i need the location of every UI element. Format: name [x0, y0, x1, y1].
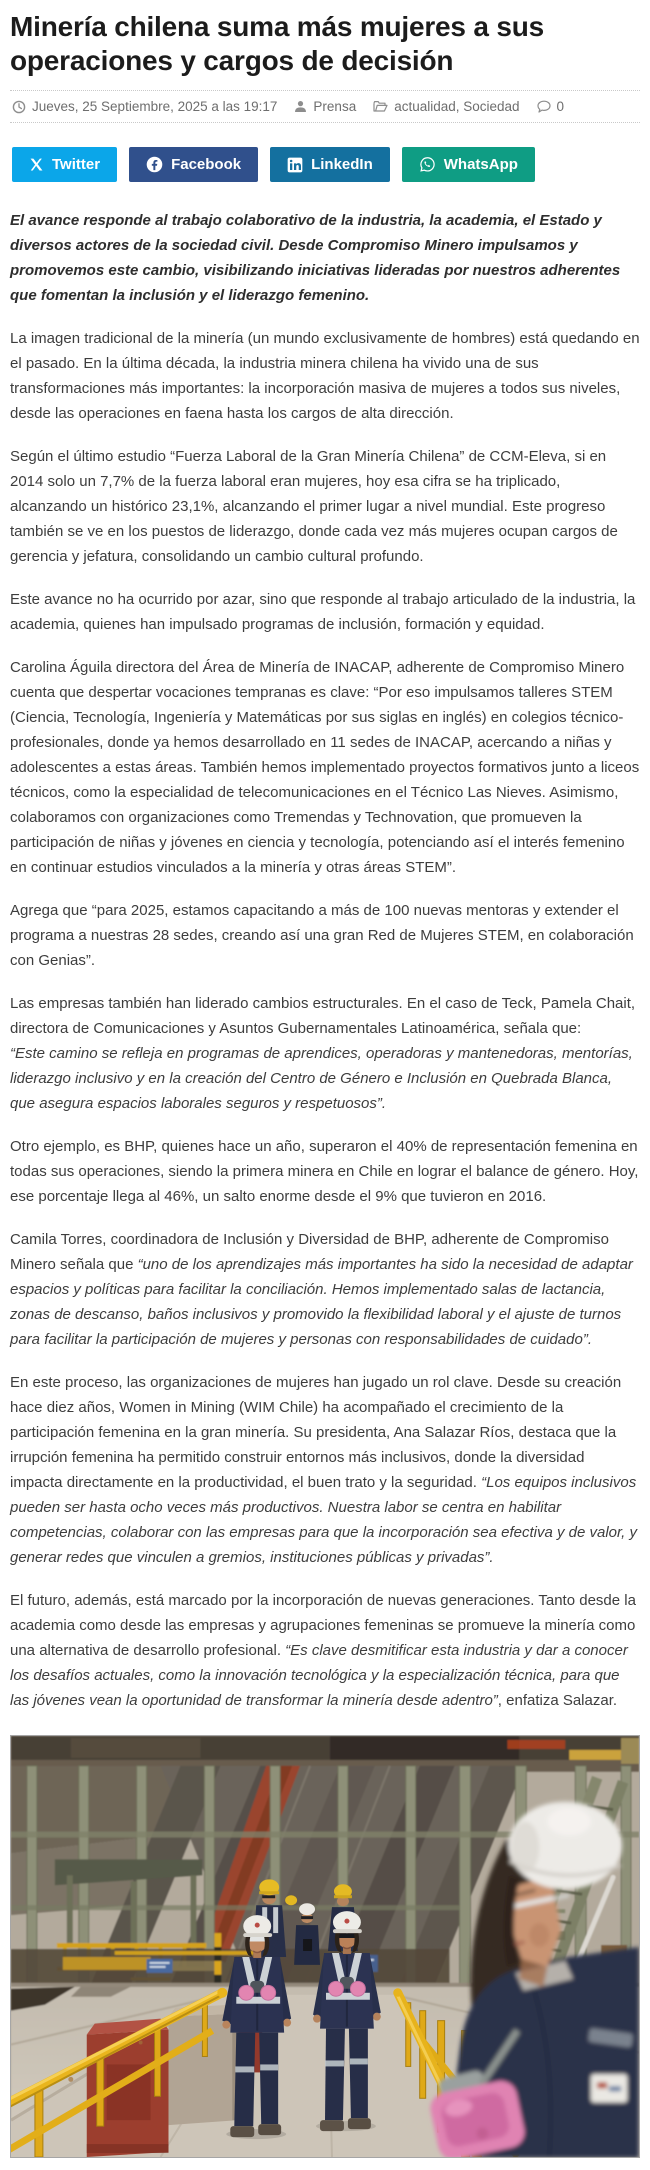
clock-icon — [12, 100, 26, 114]
paragraph-run: “uno de los aprendizajes más importantes ha sido la necesidad de adaptar espacios y políticas para facilitar la conciliación. Hemos implementado salas de lactancia, zonas de descanso, baños inclusivos y promovido la flexibilidad laboral y el ajuste de turnos para facilitar la participación de mujeres y personas con responsabilidades de cuidado”. — [10, 1256, 633, 1348]
user-icon — [294, 100, 307, 113]
paragraph-run: “Este camino se refleja en programas de aprendices, operadoras y mantenedoras, mentorías, liderazgo inclusivo y en la creación del Centro de Género e Inclusión en Quebrada Blanca, que asegura espacios laborales seguros y respetuosos”. — [10, 1045, 633, 1112]
paragraph — [10, 991, 640, 1116]
paragraph — [10, 1370, 640, 1570]
paragraph-run: La imagen tradicional de la minería (un mundo exclusivamente de hombres) está quedando en el pasado. En la última década, la industria minera chilena ha vivido una de sus transformaciones más importantes: la incorporación masiva de mujeres a todos sus niveles, desde las operaciones en faena hasta los cargos de alta dirección. — [10, 330, 640, 422]
meta-categories — [373, 99, 519, 114]
paragraph-run: Según el último estudio “Fuerza Laboral de la Gran Minería Chilena” de CCM-Eleva, si en 2014 solo un 7,7% de la fuerza laboral eran mujeres, hoy esa cifra se ha triplicado, alcanzando un histórico 23,1%, alcanzando el primer lugar a nivel mundial. Este progreso también se ve en los puestos de liderazgo, donde cada vez más mujeres ocupan cargos de gerencia y jefatura, consolidando un cambio cultural profundo. — [10, 448, 618, 565]
paragraph-run: Agrega que “para 2025, estamos capacitando a más de 100 nuevas mentoras y extender el programa a nuestras 28 sedes, creando así una gran Red de Mujeres STEM, en colaboración con Genias”. — [10, 902, 634, 969]
post-date: Jueves, 25 Septiembre, 2025 a las 19:17 — [32, 99, 278, 114]
categories-link[interactable]: actualidad, Sociedad — [394, 99, 520, 114]
lead-paragraph: El avance responde al trabajo colaborativo de la industria, la academia, el Estado y diversos actores de la sociedad civil. Desde Compromiso Minero impulsamos y promovemos este cambio, visibilizando iniciativas lideradas por nuestros adherentes que fomentan la inclusión y el liderazgo femenino. — [10, 212, 621, 304]
article-body — [10, 326, 640, 1713]
article-image — [10, 1735, 640, 2158]
share-label: LinkedIn — [311, 156, 373, 173]
comment-icon — [537, 100, 551, 113]
share-linkedin-button[interactable] — [270, 147, 390, 182]
share-whatsapp-button[interactable] — [402, 147, 535, 182]
share-facebook-button[interactable] — [129, 147, 258, 182]
paragraph — [10, 326, 640, 426]
share-label: WhatsApp — [443, 156, 518, 173]
whatsapp-icon — [419, 156, 436, 173]
facebook-icon — [146, 156, 163, 173]
author-link[interactable]: Prensa — [313, 99, 357, 114]
paragraph-run: Este avance no ha ocurrido por azar, sino que responde al trabajo articulado de la industria, la academia, quienes han impulsado programas de inclusión, formación y equidad. — [10, 591, 636, 633]
paragraph-run: El futuro, además, está marcado por la incorporación de nuevas generaciones. Tanto desde la academia como desde las empresas y agrupaciones femeninas se promueve la minería como una alternativa de desarrollo profesional. — [10, 1592, 636, 1659]
article-meta — [10, 90, 640, 123]
paragraph-run: Carolina Águila directora del Área de Minería de INACAP, adherente de Compromiso Minero cuenta que despertar vocaciones tempranas es clave: “Por eso impulsamos talleres STEM (Ciencia, Tecnología, Ingeniería y Matemáticas por sus siglas en inglés) en colegios técnico-profesionales, donde ya hemos desarrollado en 11 sedes de INACAP, acercando a niñas y adolescentes a estas áreas. También hemos implementado proyectos formativos junto a liceos técnicos, como la especialidad de telecomunicaciones en el Técnico Las Nieves. Asimismo, colaboramos con organizaciones como Tremendas y Technovation, que promueven la participación de niñas y jóvenes en ciencia y tecnología, potenciando así el interés femenino en continuar estudios vinculados a la minería y otras áreas STEM”. — [10, 659, 640, 876]
share-buttons — [12, 147, 640, 182]
paragraph-run: En este proceso, las organizaciones de mujeres han jugado un rol clave. Desde su creación hace diez años, Women in Mining (WIM Chile) ha acompañado el crecimiento de la participación femenina en la gran minería. Su presidenta, Ana Salazar Ríos, destaca que la irrupción femenina ha permitido construir entornos más inclusivos, donde la diversidad impacta directamente en la productividad, el buen trato y la seguridad. — [10, 1374, 622, 1491]
meta-date — [12, 99, 277, 114]
paragraph — [10, 587, 640, 637]
paragraph-run: , enfatiza Salazar. — [497, 1692, 618, 1709]
paragraph — [10, 1588, 640, 1713]
paragraph-run: “Los equipos inclusivos pueden ser hasta ocho veces más productivos. Nuestra labor se centra en habilitar competencias, colaborar con las empresas para que la incorporación sea efectiva y de valor, y generar redes que vinculen a gremios, instituciones públicas y privadas”. — [10, 1474, 638, 1566]
meta-comments — [537, 99, 565, 114]
paragraph — [10, 1134, 640, 1209]
paragraph — [10, 655, 640, 880]
comment-count[interactable]: 0 — [556, 99, 565, 114]
folder-icon — [373, 100, 388, 113]
linkedin-icon — [287, 157, 303, 173]
meta-author — [294, 99, 356, 114]
share-label: Twitter — [52, 156, 101, 173]
paragraph — [10, 898, 640, 973]
mine-photo-illustration — [11, 1736, 639, 2157]
paragraph-run: Camila Torres, coordinadora de Inclusión y Diversidad de BHP, adherente de Compromiso Minero señala que — [10, 1231, 609, 1273]
paragraph-run: “Es clave desmitificar esta industria y dar a conocer los desafíos actuales, como la innovación tecnológica y la especialización técnica, para que las jóvenes vean la oportunidad de transformar la minería desde adentro” — [10, 1642, 628, 1709]
x-twitter-icon — [29, 157, 44, 172]
share-twitter-button[interactable] — [12, 147, 117, 182]
paragraph-run: Otro ejemplo, es BHP, quienes hace un año, superaron el 40% de representación femenina en todas sus operaciones, siendo la primera minera en Chile en lograr el balance de género. Hoy, ese porcentaje llega al 46%, un salto enorme desde el 9% que tuvieron en 2016. — [10, 1138, 639, 1205]
page-title: Minería chilena suma más mujeres a sus operaciones y cargos de decisión — [10, 11, 544, 76]
paragraph-run: Las empresas también han liderado cambios estructurales. En el caso de Teck, Pamela Chait, directora de Comunicaciones y Asuntos Gubernamentales Latinoamérica, señala que: — [10, 995, 636, 1037]
share-label: Facebook — [171, 156, 242, 173]
paragraph — [10, 444, 640, 569]
paragraph — [10, 1227, 640, 1352]
